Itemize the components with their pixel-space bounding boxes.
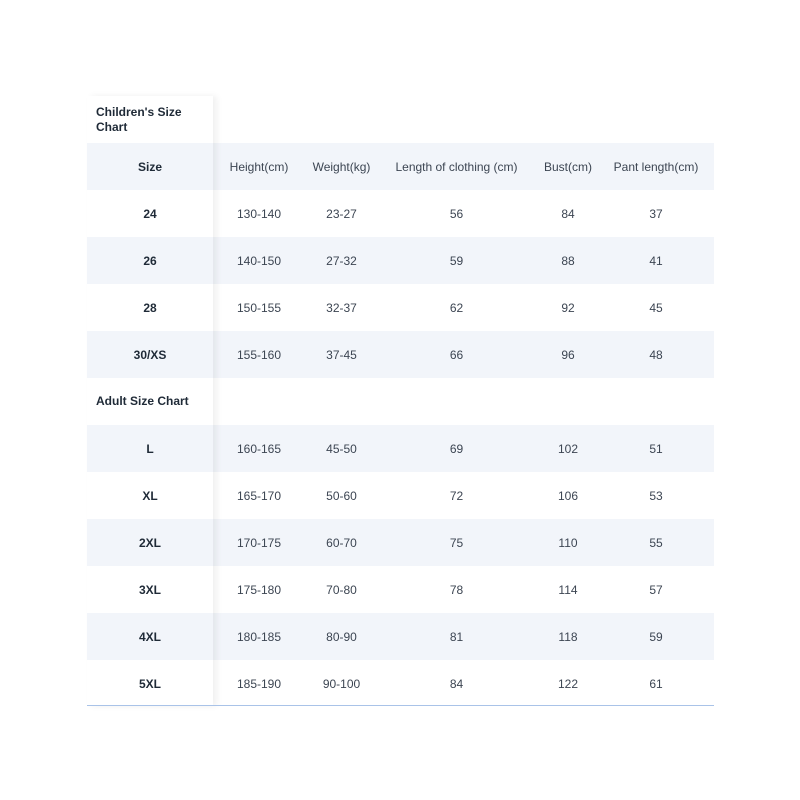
pant-length-cell: 59: [649, 629, 663, 644]
size-cell: 2XL: [138, 535, 161, 550]
height-cell: 165-170: [236, 488, 282, 503]
length-cell: 81: [449, 629, 464, 644]
column-header-weight: Weight(kg): [312, 159, 371, 174]
table-bottom-border: [87, 705, 714, 706]
table-row: [87, 331, 714, 378]
size-cell: 26: [143, 253, 157, 268]
table-row: [87, 519, 714, 566]
height-cell: 130-140: [236, 206, 282, 221]
weight-cell: 60-70: [326, 535, 357, 550]
bust-cell: 88: [561, 253, 575, 268]
pant-length-cell: 48: [649, 347, 663, 362]
length-cell: 84: [449, 676, 464, 691]
size-chart-table: [87, 96, 714, 707]
length-cell: 56: [449, 206, 464, 221]
weight-cell: 90-100: [322, 676, 361, 691]
table-row: [87, 284, 714, 331]
length-cell: 75: [449, 535, 464, 550]
length-cell: 66: [449, 347, 464, 362]
column-header-bust: Bust(cm): [544, 159, 592, 174]
length-cell: 72: [449, 488, 464, 503]
bust-cell: 96: [561, 347, 575, 362]
bust-cell: 102: [557, 441, 579, 456]
height-cell: 140-150: [236, 253, 282, 268]
bust-cell: 106: [557, 488, 579, 503]
length-cell: 62: [449, 300, 464, 315]
table-row: [87, 613, 714, 660]
size-cell: 3XL: [138, 582, 161, 597]
bust-cell: 84: [561, 206, 575, 221]
pant-length-cell: 37: [649, 206, 663, 221]
length-cell: 69: [449, 441, 464, 456]
section-row-adult: [87, 378, 714, 425]
column-header-length: Length of clothing (cm): [395, 159, 518, 174]
size-cell: L: [146, 441, 154, 456]
weight-cell: 45-50: [326, 441, 357, 456]
size-cell: XL: [142, 488, 158, 503]
pant-length-cell: 53: [649, 488, 663, 503]
height-cell: 150-155: [236, 300, 282, 315]
column-header-size: Size: [137, 159, 162, 174]
section-title-adult: Adult Size Chart: [96, 394, 189, 408]
size-cell: 28: [143, 300, 157, 315]
column-header-height: Height(cm): [229, 159, 289, 174]
bust-cell: 118: [558, 629, 578, 644]
pant-length-cell: 45: [649, 300, 663, 315]
weight-cell: 80-90: [326, 629, 357, 644]
bust-cell: 92: [561, 300, 575, 315]
height-cell: 180-185: [236, 629, 282, 644]
pant-length-cell: 51: [649, 441, 663, 456]
size-cell: 4XL: [138, 629, 161, 644]
weight-cell: 27-32: [326, 253, 357, 268]
weight-cell: 32-37: [326, 300, 357, 315]
height-cell: 160-165: [236, 441, 282, 456]
pant-length-cell: 55: [649, 535, 663, 550]
size-cell: 24: [143, 206, 157, 221]
weight-cell: 23-27: [326, 206, 357, 221]
length-cell: 59: [449, 253, 464, 268]
bust-cell: 110: [558, 535, 578, 550]
section-title-children: Children's Size Chart: [96, 104, 182, 134]
height-cell: 170-175: [236, 535, 282, 550]
height-cell: 185-190: [236, 676, 282, 691]
weight-cell: 37-45: [326, 347, 357, 362]
table-row: [87, 190, 714, 237]
table-header-row: [87, 143, 714, 190]
height-cell: 155-160: [236, 347, 282, 362]
table-row: [87, 237, 714, 284]
pant-length-cell: 61: [649, 676, 663, 691]
bust-cell: 122: [557, 676, 579, 691]
weight-cell: 70-80: [326, 582, 357, 597]
pant-length-cell: 57: [649, 582, 663, 597]
table-row: [87, 425, 714, 472]
size-cell: 30/XS: [133, 347, 167, 362]
table-row: [87, 660, 714, 707]
section-row-children: [87, 96, 714, 143]
bust-cell: 114: [558, 582, 578, 597]
table-row: [87, 472, 714, 519]
table-row: [87, 566, 714, 613]
height-cell: 175-180: [236, 582, 282, 597]
pant-length-cell: 41: [649, 253, 663, 268]
length-cell: 78: [449, 582, 464, 597]
weight-cell: 50-60: [326, 488, 357, 503]
size-cell: 5XL: [138, 676, 161, 691]
column-header-pant-length: Pant length(cm): [613, 159, 699, 174]
